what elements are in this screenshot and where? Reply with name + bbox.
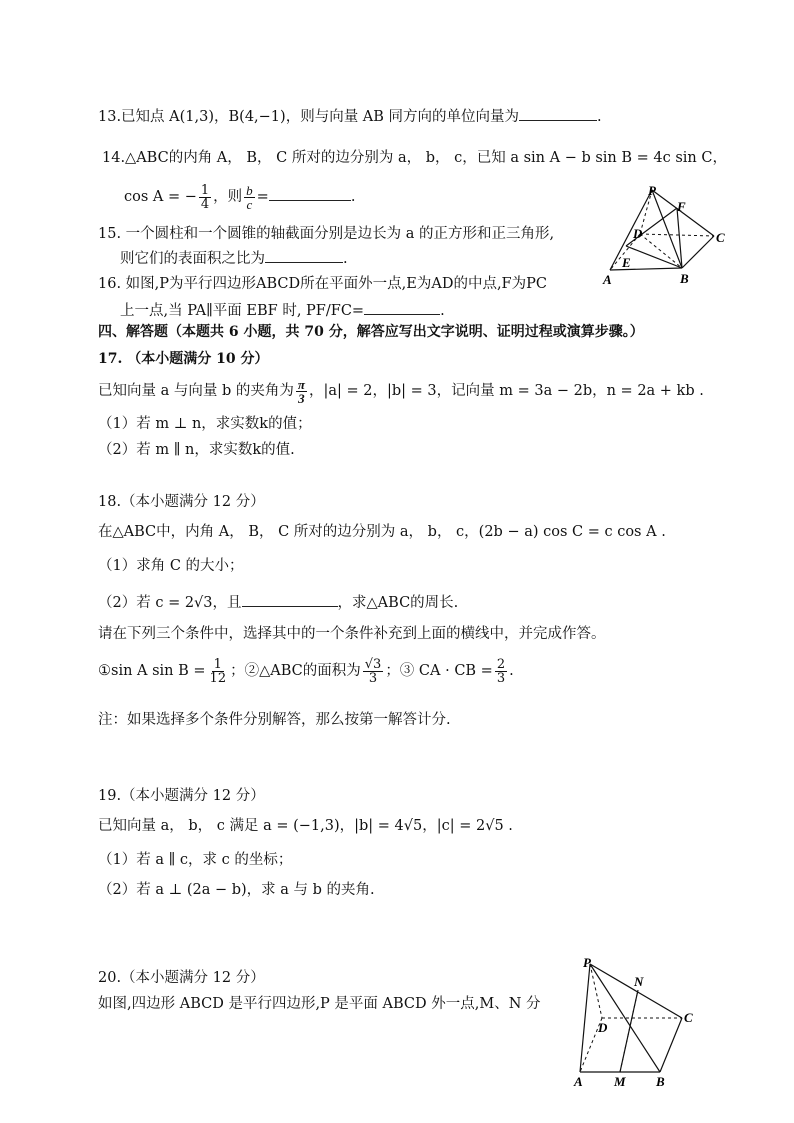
fig2-label-B: B (656, 1074, 665, 1089)
fig1-label-D: D (633, 226, 643, 241)
q14-line-1 (102, 148, 727, 168)
q13-text: 13.已知点 A(1,3)，B(4,−1)，则与向量 AB 同方向的单位向量为 (98, 109, 520, 125)
fig2-label-C: C (684, 1010, 693, 1025)
q18-part-1: （1）求角 C 的大小； (98, 558, 244, 574)
q16-text-1: 16. 如图,P为平行四边形ABCD所在平面外一点,E为AD的中点,F为PC (98, 276, 547, 292)
q19-line-1: 已知向量 a， b， c 满足 a = (−1,3)，|b| = 4√5，|c| = 2√5 . (98, 818, 513, 834)
q17-heading: 17. （本小题满分 10 分） (98, 351, 269, 367)
pyramid-figure-2 (568, 950, 708, 1090)
q18-note: 注：如果选择多个条件分别解答，那么按第一解答计分. (98, 712, 451, 728)
q15-text-1: 15. 一个圆柱和一个圆锥的轴截面分别是边长为 a 的正方形和正三角形, (98, 226, 555, 242)
q20-heading: 20.（本小题满分 12 分） (98, 970, 265, 986)
q17-line-1: 已知向量 a 与向量 b 的夹角为 $\frac{\pi}{3}$ ，|a| = 2，|b| = 3，记向量 m = 3a − 2b，n = 2a + kb . (98, 376, 704, 406)
q18-conditions: ①sin A sin B = $\frac{1}{12}$ ；②△ABC的面积为 $\frac{√3}{3}$ ；③ CA · CB = $\frac{2}{3}$ . (98, 656, 514, 686)
q15-text-2: 则它们的表面积之比为 (120, 251, 265, 267)
q17-part-1: （1）若 m ⊥ n，求实数k的值； (98, 416, 312, 432)
q18-part-2: （2）若 c = 2√3，且 ，求△ABC的周长. (98, 592, 458, 613)
q18-frac-2-3: $\frac{2}{3}$ (496, 656, 506, 686)
q18-instructions: 请在下列三个条件中，选择其中的一个条件补充到上面的横线中，并完成作答。 (98, 626, 606, 642)
q17-fraction-pi-over-3: $\frac{\pi}{3}$ (297, 376, 305, 406)
q19-part-1: （1）若 a ∥ c，求 c 的坐标； (98, 852, 293, 868)
q18-heading: 18.（本小题满分 12 分） (98, 494, 265, 510)
q20-line-1: 如图,四边形 ABCD 是平行四边形,P 是平面 ABCD 外一点,M、N 分 (98, 996, 541, 1012)
q13-answer-blank[interactable] (519, 106, 597, 121)
q15-line-2: 则它们的表面积之比为 . (120, 248, 348, 269)
fig1-label-E: E (622, 255, 631, 270)
fig2-label-A: A (574, 1074, 583, 1089)
q18-condition-blank[interactable] (242, 592, 338, 607)
section-4-heading: 四、解答题（本题共 6 小题，共 70 分，解答应写出文字说明、证明过程或演算步骤。） (98, 324, 644, 340)
q14-text-1: 14.△ABC的内角 A， B， C 所对的边分别为 a， b， c，已知 a sin A − b sin B = 4c sin C， (102, 150, 727, 166)
q17-part-2: （2）若 m ∥ n，求实数k的值. (98, 442, 295, 458)
q16-text-2: 上一点,当 PA∥平面 EBF 时, PF/FC= (120, 303, 365, 319)
q15-answer-blank[interactable] (265, 248, 343, 263)
q14-fraction-1: $\frac{1}{4}$ (200, 182, 210, 212)
q16-answer-blank[interactable] (364, 300, 440, 315)
q18-frac-sqrt3-3: $\frac{√3}{3}$ (364, 656, 382, 686)
q19-part-2: （2）若 a ⊥ (2a − b)，求 a 与 b 的夹角. (98, 882, 375, 898)
q16-line-1 (98, 274, 547, 294)
fig1-label-P: P (648, 183, 656, 198)
fig2-label-D: D (598, 1020, 608, 1035)
q18-line-1: 在△ABC中，内角 A， B， C 所对的边分别为 a， b， c，(2b − a) cos C = c cos A . (98, 524, 666, 540)
fig1-label-C: C (716, 230, 725, 245)
q18-frac-1-12: $\frac{1}{12}$ (209, 656, 227, 686)
q13-line: 13.已知点 A(1,3)，B(4,−1)，则与向量 AB 同方向的单位向量为 . (98, 106, 602, 127)
q14-answer-blank[interactable] (269, 186, 351, 201)
fig2-label-M: M (614, 1074, 626, 1089)
pyramid-figure-1 (598, 180, 733, 292)
fig2-label-P: P (583, 955, 591, 970)
fig2-label-N: N (634, 974, 644, 989)
fig1-label-A: A (603, 272, 612, 287)
q14-line-2: cos A = − $\frac{1}{4}$ ，则 $\frac{b}{c}$ = . (124, 182, 356, 212)
q14-fraction-b-over-c: $\frac{b}{c}$ (246, 182, 253, 212)
fig1-label-B: B (680, 271, 689, 286)
q19-heading: 19.（本小题满分 12 分） (98, 788, 265, 804)
q15-line-1 (98, 224, 554, 244)
fig1-label-F: F (677, 199, 686, 214)
q16-line-2: 上一点,当 PA∥平面 EBF 时, PF/FC= . (120, 300, 445, 321)
